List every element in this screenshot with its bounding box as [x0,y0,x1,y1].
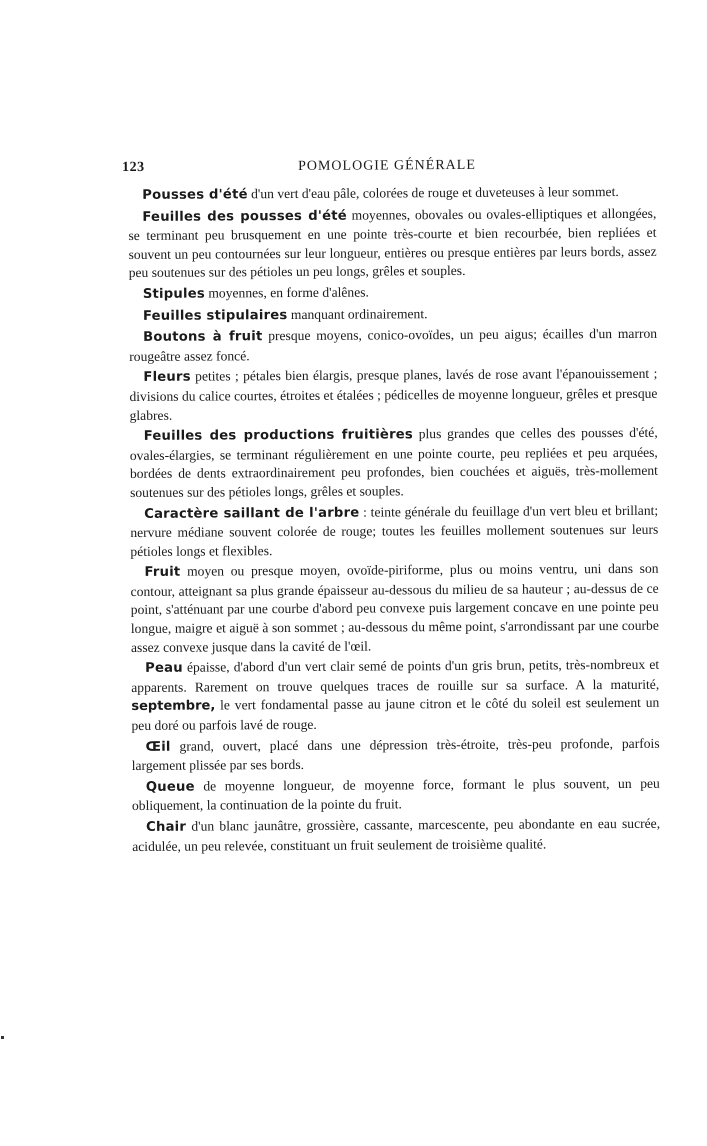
paragraph-text: moyen ou presque moyen, ovoïde-piriforme, plus ou moins ventru, uni dans son contour, atteignant sa plus grande épaisseur au-dessous du milieu de sa hauteur ; au-dessus de ce point, s'atténuant par une courbe d'abord peu convexe puis largement concave en une pointe peu longue, maigre et aiguë à son sommet ; au-dessous du même point, s'arrondissant par une courbe assez convexe jusque dans la cavité de l'œil. [130,561,659,655]
paragraph-text: de moyenne longueur, de moyenne force, formant le plus souvent, un peu obliquement, la continuation de la pointe du fruit. [131,775,660,814]
term-heading: Œil [145,739,171,755]
page-number: 123 [122,159,145,176]
paragraph-text: : teinte générale du feuillage d'un vert bleu et brillant; nervure médiane souvent colorée de rouge; toutes les feuilles mollement soutenues sur leurs pétioles longs et flexibles. [130,502,659,559]
running-title: POMOLOGIE GÉNÉRALE [298,157,476,174]
paragraph-text: manquant ordinairement. [287,305,428,322]
running-head [122,155,656,180]
term-heading: Feuilles stipulaires [142,307,288,324]
paragraph-feuilles-pousses [128,204,656,283]
term-heading: Peau [145,660,183,677]
paragraph-text: petites ; pétales bien élargis, presque planes, lavés de rose avant l'épanouissement ; divisions du calice courtes, étroites et étalées ; pédicelles de moyenne longueur, grêles et presque glabres. [129,366,658,423]
paragraph-text: moyennes, en forme d'alênes. [204,284,369,301]
paragraph-text: d'un vert d'eau pâle, colorées de rouge et duveteuses à leur sommet. [247,184,619,202]
paragraph-text: d'un blanc jaunâtre, grossière, cassante, marcescente, peu abondante en eau sucrée, acidulée, un peu relevée, constituant un fruit seulement de troisième qualité. [132,815,661,854]
paragraph-peau [131,656,659,736]
paragraph-queue [132,775,660,816]
paragraph-oeil [132,734,660,775]
paragraph-caractere-arbre [130,501,658,561]
paragraph-feuilles-productions [130,424,658,503]
paragraph-feuilles-stipulaires [129,303,657,326]
paragraph-text: épaisse, d'abord d'un vert clair semé de points d'un gris brun, petits, très-nombreux et apparents. Rarement on trouve quelques traces de rouille sur sa surface. A la maturité, [131,657,660,695]
paragraph-boutons-fruit [129,325,657,366]
term-heading: Boutons à fruit [143,329,263,346]
term-heading: Caractère saillant de l'arbre [144,505,360,522]
term-heading: Fleurs [143,369,191,386]
scan-speck [1,1036,4,1039]
paragraph-fruit [130,560,659,657]
paragraph-fleurs [129,365,657,425]
term-heading: Queue [145,779,195,795]
paragraph-pousses-ete [128,183,656,206]
term-heading: Feuilles des pousses d'été [142,208,347,225]
term-heading: Pousses d'été [142,187,248,203]
paragraph-text: presque moyens, conico-ovoïdes, un peu aigus; écailles d'un marron rougeâtre assez foncé. [129,325,658,364]
term-heading: Chair [146,819,187,835]
term-heading: Feuilles des productions fruitières [143,427,413,445]
paragraph-chair [132,815,660,856]
paragraph-text: moyennes, obovales ou ovales-elliptiques et allongées, se terminant peu brusquement en une pointe très-courte et bien recourbée, bien repliées et souvent un peu contournées sur leur longueur, entières ou presque entières par leurs bords, assez peu soutenues sur des pétioles un peu longs, grêles et souples. [128,205,657,281]
inline-term-maturity: septembre, [131,698,216,715]
book-page [122,155,661,858]
term-heading: Stipules [142,286,205,302]
paragraph-stipules [129,282,657,305]
paragraph-text: grand, ouvert, placé dans une dépression très-étroite, très-peu profonde, parfois largement plissée par ses bords. [131,735,660,774]
paragraph-text-continued: le vert fondamental passe au jaune citron et le côté du soleil est seulement un peu doré ou parfois lavé de rouge. [131,695,660,734]
term-heading: Fruit [144,564,181,581]
paragraph-text: plus grandes que celles des pousses d'été, ovales-élargies, se terminant régulièrement en une pointe courte, peu repliées et peu arquées, bordées de dents extraordinairement peu profondes, bien couchées et aiguës, très-mollement soutenues sur des pétioles longs, grêles et souples. [129,424,658,500]
